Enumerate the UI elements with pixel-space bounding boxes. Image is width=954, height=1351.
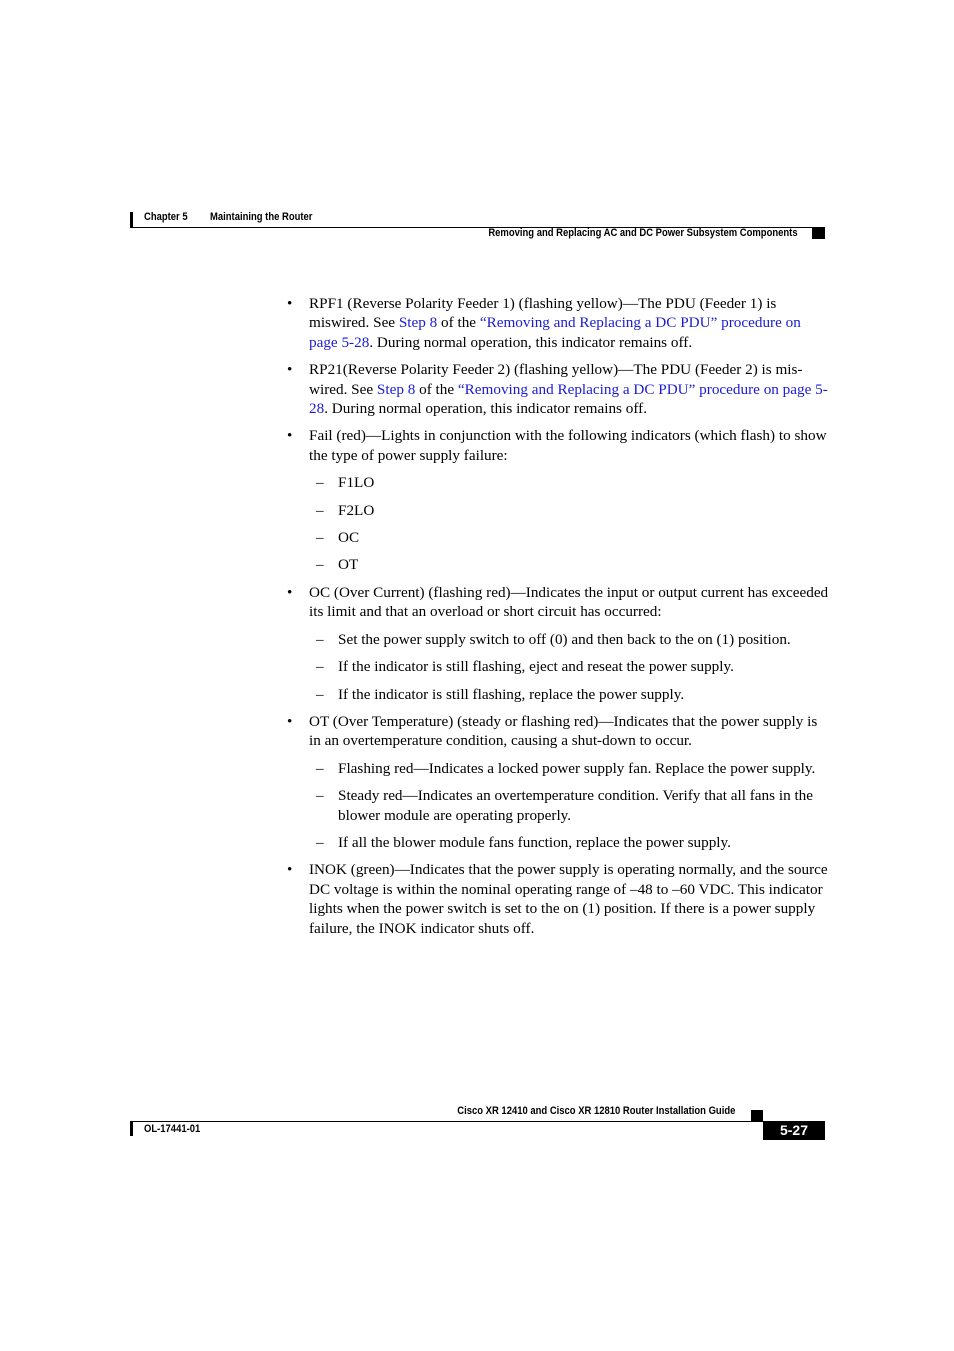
sub-item-text: If the indicator is still flashing, replace the power supply.	[338, 685, 685, 703]
sub-item	[316, 555, 829, 574]
list-item-ot	[287, 712, 829, 751]
list-item-rp21	[287, 360, 829, 418]
bullet-icon: •	[287, 712, 293, 730]
dash-icon: –	[316, 630, 324, 648]
dash-icon: –	[316, 474, 324, 492]
inok-voltage: –60 VDC	[672, 880, 731, 898]
chapter-title: Maintaining the Router	[210, 211, 313, 223]
footer-left-bar	[130, 1122, 133, 1136]
rp21-text-3: . During normal operation, this indicator remains off.	[324, 400, 647, 418]
sub-item-text: If the indicator is still flashing, eject and reseat the power supply.	[338, 658, 734, 676]
section-title: Removing and Replacing AC and DC Power Subsystem Components	[488, 227, 798, 239]
rp21-text: RP21(Reverse Polarity Feeder 2) (flashing yellow)—The PDU (Feeder 2) is mis-wired. See	[309, 361, 803, 398]
inok-text: INOK (green)—Indicates that the power supply is operating normally, and the source DC voltage is within the nominal operating range of –48 to	[309, 861, 828, 898]
page-number: 5-27	[763, 1121, 825, 1140]
inok-text-2: . This indicator lights when the power switch is set to the on (1) position. If there is a power supply failure, the INOK indicator shuts off.	[309, 880, 823, 937]
rpf1-text-2: of the	[437, 314, 480, 332]
doc-number: OL-17441-01	[144, 1123, 201, 1135]
ot-text: OT (Over Temperature) (steady or flashing red)—Indicates that the power supply is in an overtemperature condition, causing a shut-down to occur.	[309, 712, 818, 750]
step-8-link[interactable]: Step 8	[376, 380, 416, 398]
dash-icon: –	[316, 556, 324, 574]
chapter-label: Chapter 5	[144, 211, 188, 223]
dash-icon: –	[316, 685, 324, 703]
rpf1-text-3: . During normal operation, this indicator remains off.	[369, 333, 693, 351]
dash-icon: –	[316, 501, 324, 519]
sub-item-text: Set the power supply switch to off (0) and then back to the on (1) position.	[338, 630, 791, 648]
sub-item	[316, 833, 829, 852]
sub-item-text: Flashing red—Indicates a locked power supply fan. Replace the power supply.	[338, 759, 816, 777]
list-item-oc	[287, 583, 829, 622]
rp21-text-2: of the	[415, 380, 458, 398]
sub-item-text: OC	[338, 529, 360, 547]
dash-icon: –	[316, 529, 324, 547]
oc-text: OC (Over Current) (flashing red)—Indicates the input or output current has exceeded its limit and that an overload or short circuit has occurred:	[309, 583, 829, 621]
footer-rule	[130, 1121, 825, 1122]
dc-pdu-procedure-link[interactable]: “Removing and Replacing a DC PDU” procedure on page 5-28	[309, 314, 801, 351]
list-item-fail	[287, 426, 829, 465]
dash-icon: –	[316, 787, 324, 805]
dash-icon: –	[316, 833, 324, 851]
list-item-inok	[287, 860, 829, 938]
dash-icon: –	[316, 759, 324, 777]
bullet-icon: •	[287, 861, 293, 879]
sub-item-text: If all the blower module fans function, replace the power supply.	[338, 833, 731, 851]
sub-item-text: OT	[338, 556, 359, 574]
rpf1-text: RPF1 (Reverse Polarity Feeder 1) (flashing yellow)—The PDU (Feeder 1) is miswired. See	[309, 295, 777, 332]
sub-item-text: F2LO	[338, 501, 375, 519]
fail-text: Fail (red)—Lights in conjunction with the following indicators (which flash) to show the type of power supply failure:	[309, 427, 827, 464]
sub-item-text: F1LO	[338, 474, 375, 492]
step-8-link[interactable]: Step 8	[398, 314, 438, 332]
sub-item-text: Steady red—Indicates an overtemperature condition. Verify that all fans in the blower module are operating properly.	[338, 787, 814, 824]
sub-item	[316, 657, 829, 676]
bullet-icon: •	[287, 295, 293, 312]
dash-icon: –	[316, 658, 324, 676]
sub-item	[316, 528, 829, 547]
bullet-icon: •	[287, 361, 293, 379]
sub-item	[316, 630, 829, 649]
guide-title: Cisco XR 12410 and Cisco XR 12810 Router Installation Guide	[456, 1105, 735, 1117]
sub-item	[316, 786, 829, 825]
header-left-bar	[130, 212, 133, 227]
footer-right-block	[751, 1110, 763, 1121]
indicator-list	[287, 294, 829, 946]
bullet-icon: •	[287, 583, 293, 601]
list-item-rpf1	[287, 294, 829, 352]
sub-item	[316, 473, 829, 492]
sub-item	[316, 685, 829, 704]
header-right-block	[812, 228, 825, 239]
sub-item	[316, 501, 829, 520]
dc-pdu-procedure-link[interactable]: “Removing and Replacing a DC PDU” procedure on page 5-28	[309, 380, 828, 418]
sub-item	[316, 759, 829, 778]
bullet-icon: •	[287, 427, 293, 445]
